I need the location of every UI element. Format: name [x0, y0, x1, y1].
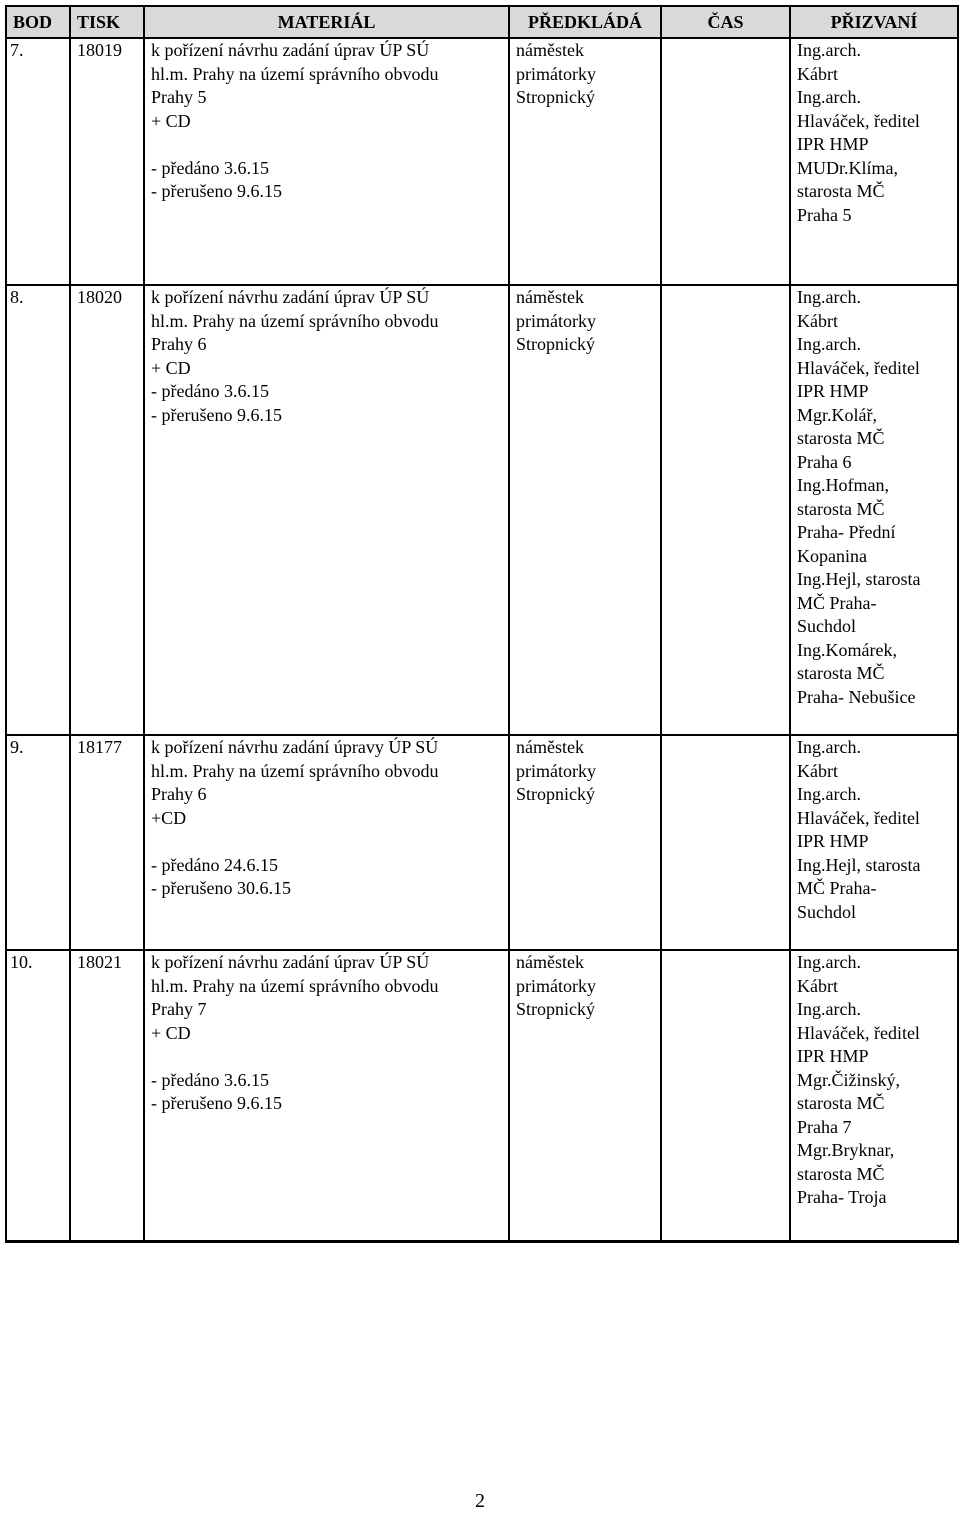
prizvani-cell-line: Ing.arch. — [797, 87, 861, 107]
predklada-cell-line: primátorky — [516, 310, 596, 331]
predklada-cell — [509, 950, 661, 1241]
tisk-cell-text: 18177 — [77, 737, 122, 757]
prizvani-cell-line: IPR HMP — [797, 134, 869, 154]
tisk-cell — [70, 735, 144, 950]
bod-cell-text: 8. — [10, 287, 24, 307]
predklada-cell-line: náměstek — [516, 737, 584, 757]
bod-cell — [6, 950, 70, 1241]
material-cell-line: - předáno 24.6.15 — [151, 854, 278, 875]
predklada-cell — [509, 285, 661, 735]
predklada-cell-line: primátorky — [516, 760, 596, 781]
material-cell — [144, 735, 509, 950]
material-cell — [144, 38, 509, 285]
prizvani-cell-line: Ing.arch. — [797, 952, 861, 972]
material-cell-line: +CD — [151, 807, 187, 828]
prizvani-cell-line: Praha 5 — [797, 204, 852, 225]
material-cell-line — [151, 1045, 504, 1069]
prizvani-cell-line: starosta MČ — [797, 181, 885, 201]
cas-cell — [661, 735, 790, 950]
prizvani-cell-line: Ing.Hofman, — [797, 475, 889, 495]
material-cell-line: + CD — [151, 110, 191, 131]
header-cas: ČAS — [661, 6, 790, 38]
prizvani-cell-line: Suchdol — [797, 616, 857, 636]
tisk-cell-text: 18021 — [77, 952, 122, 972]
prizvani-cell-line: Praha- Nebušice — [797, 686, 916, 707]
bod-cell — [6, 285, 70, 735]
prizvani-cell — [790, 735, 958, 950]
bod-cell — [6, 735, 70, 950]
material-cell — [144, 950, 509, 1241]
prizvani-cell-line: Praha- Přední — [797, 522, 896, 542]
prizvani-cell-line: Hlaváček, ředitel — [797, 1022, 920, 1043]
material-cell-line: k pořízení návrhu zadání úprav ÚP SÚ — [151, 287, 430, 307]
material-cell-line — [151, 830, 504, 854]
page-number: 2 — [475, 1490, 485, 1512]
tisk-cell — [70, 950, 144, 1241]
predklada-cell-line: náměstek — [516, 952, 584, 972]
material-cell-line: - předáno 3.6.15 — [151, 381, 269, 401]
prizvani-cell-line: IPR HMP — [797, 831, 869, 851]
prizvani-cell-line: Ing.arch. — [797, 999, 861, 1019]
predklada-cell-line: náměstek — [516, 40, 584, 60]
prizvani-cell-line: Ing.Hejl, starosta — [797, 854, 921, 875]
prizvani-cell-line: IPR HMP — [797, 381, 869, 401]
material-cell-line: Prahy 5 — [151, 87, 207, 107]
prizvani-cell-line: MUDr.Klíma, — [797, 157, 898, 178]
tisk-cell — [70, 38, 144, 285]
agenda-row — [6, 735, 958, 950]
material-cell-line: - přerušeno 9.6.15 — [151, 181, 282, 201]
predklada-cell — [509, 735, 661, 950]
material-cell-line: + CD — [151, 1022, 191, 1043]
header-bod: BOD — [6, 6, 70, 38]
agenda-table — [5, 5, 959, 1243]
header-prizvani: PŘIZVANÍ — [790, 6, 958, 38]
prizvani-cell-line: IPR HMP — [797, 1046, 869, 1066]
predklada-cell-line: Stropnický — [516, 334, 595, 354]
prizvani-cell-line: starosta MČ — [797, 498, 885, 519]
predklada-cell-line: náměstek — [516, 287, 584, 307]
bod-cell — [6, 38, 70, 285]
cas-cell — [661, 285, 790, 735]
agenda-row — [6, 38, 958, 285]
agenda-row — [6, 285, 958, 735]
tisk-cell — [70, 285, 144, 735]
prizvani-cell-line: Hlaváček, ředitel — [797, 807, 920, 828]
header-row — [6, 6, 958, 38]
prizvani-cell-line: MČ Praha- — [797, 592, 877, 613]
material-cell-line: hl.m. Prahy na území správního obvodu — [151, 975, 439, 996]
prizvani-cell-line: starosta MČ — [797, 1163, 885, 1184]
prizvani-cell-line: Ing.Komárek, — [797, 639, 897, 660]
material-cell-line: - předáno 3.6.15 — [151, 157, 269, 178]
prizvani-cell-line: Mgr.Bryknar, — [797, 1140, 895, 1160]
material-cell-line: - předáno 3.6.15 — [151, 1069, 269, 1090]
material-cell-line: Prahy 6 — [151, 334, 207, 354]
prizvani-cell-line: MČ Praha- — [797, 878, 877, 898]
material-cell-line: + CD — [151, 357, 191, 378]
bod-cell-text: 9. — [10, 737, 24, 757]
prizvani-cell-line: Ing.arch. — [797, 784, 861, 804]
prizvani-cell — [790, 285, 958, 735]
prizvani-cell-line: Hlaváček, ředitel — [797, 357, 920, 378]
prizvani-cell-line: Ing.arch. — [797, 40, 861, 60]
prizvani-cell-line: Suchdol — [797, 901, 857, 922]
prizvani-cell-line: Hlaváček, ředitel — [797, 110, 920, 131]
bod-cell-text: 10. — [10, 952, 33, 972]
material-cell-line: hl.m. Prahy na území správního obvodu — [151, 310, 439, 331]
predklada-cell — [509, 38, 661, 285]
material-cell-line: Prahy 7 — [151, 999, 207, 1019]
bod-cell-text: 7. — [10, 40, 24, 60]
prizvani-cell-line: Praha 6 — [797, 451, 852, 472]
material-cell-line — [151, 133, 504, 157]
prizvani-cell-line: starosta MČ — [797, 1093, 885, 1113]
prizvani-cell-line: starosta MČ — [797, 663, 885, 683]
prizvani-cell-line: Ing.arch. — [797, 334, 861, 354]
prizvani-cell — [790, 38, 958, 285]
prizvani-cell-line: Mgr.Čižinský, — [797, 1069, 901, 1090]
tisk-cell-text: 18020 — [77, 287, 122, 307]
prizvani-cell-line: Praha- Troja — [797, 1187, 887, 1207]
cas-cell — [661, 38, 790, 285]
prizvani-cell-line: Ing.Hejl, starosta — [797, 569, 921, 589]
predklada-cell-line: primátorky — [516, 63, 596, 84]
header-predklada: PŘEDKLÁDÁ — [509, 6, 661, 38]
prizvani-cell-line: Kábrt — [797, 760, 838, 781]
material-cell-line: hl.m. Prahy na území správního obvodu — [151, 63, 439, 84]
material-cell-line: k pořízení návrhu zadání úprav ÚP SÚ — [151, 40, 430, 60]
prizvani-cell — [790, 950, 958, 1241]
material-cell-line: k pořízení návrhu zadání úpravy ÚP SÚ — [151, 737, 439, 757]
prizvani-cell-line: Mgr.Kolář, — [797, 404, 877, 425]
agenda-row — [6, 950, 958, 1241]
cas-cell — [661, 950, 790, 1241]
material-cell-line: hl.m. Prahy na území správního obvodu — [151, 760, 439, 781]
prizvani-cell-line: starosta MČ — [797, 428, 885, 448]
predklada-cell-line: primátorky — [516, 975, 596, 996]
material-cell-line: Prahy 6 — [151, 784, 207, 804]
predklada-cell-line: Stropnický — [516, 999, 595, 1019]
material-cell — [144, 285, 509, 735]
material-cell-line: - přerušeno 30.6.15 — [151, 878, 291, 898]
prizvani-cell-line: Kopanina — [797, 545, 867, 566]
tisk-cell-text: 18019 — [77, 40, 122, 60]
prizvani-cell-line: Kábrt — [797, 63, 838, 84]
prizvani-cell-line: Ing.arch. — [797, 287, 861, 307]
material-cell-line: k pořízení návrhu zadání úprav ÚP SÚ — [151, 952, 430, 972]
material-cell-line: - přerušeno 9.6.15 — [151, 404, 282, 425]
predklada-cell-line: Stropnický — [516, 87, 595, 107]
predklada-cell-line: Stropnický — [516, 784, 595, 804]
prizvani-cell-line: Kábrt — [797, 310, 838, 331]
agenda-body — [6, 38, 958, 1241]
prizvani-cell-line: Ing.arch. — [797, 737, 861, 757]
prizvani-cell-line: Praha 7 — [797, 1116, 852, 1137]
header-material: MATERIÁL — [144, 6, 509, 38]
prizvani-cell-line: Kábrt — [797, 975, 838, 996]
header-tisk: TISK — [70, 6, 144, 38]
material-cell-line: - přerušeno 9.6.15 — [151, 1093, 282, 1113]
